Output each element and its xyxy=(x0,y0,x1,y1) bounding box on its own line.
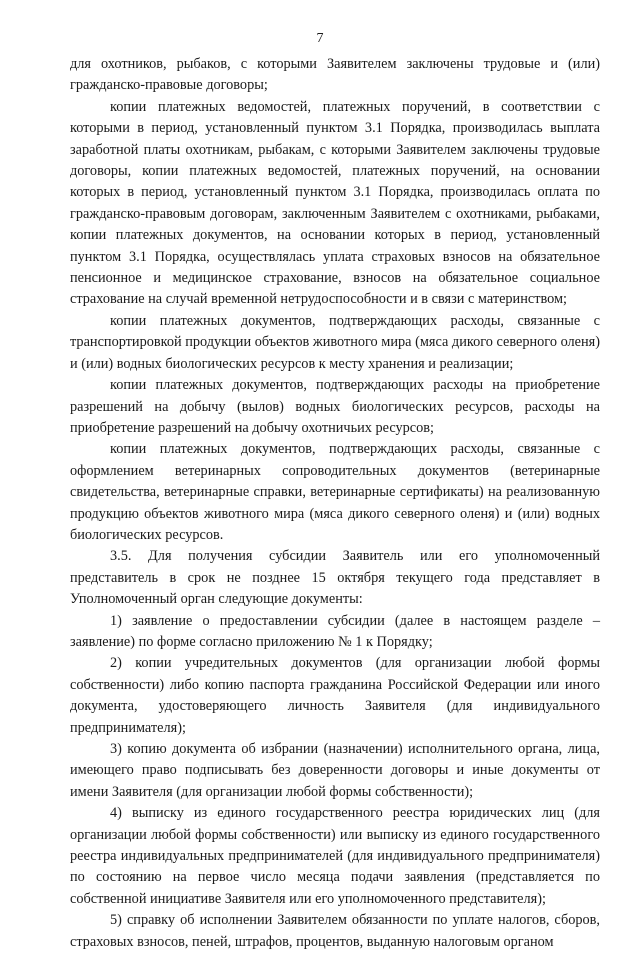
list-item-5: 5) справку об исполнении Заявителем обязанности по уплате налогов, сборов, страховых взносов, пеней, штрафов, процентов, выданную налоговым органом xyxy=(70,912,600,950)
page-number: 7 xyxy=(316,31,324,46)
list-item-3: 3) копию документа об избрании (назначении) исполнительного органа, лица, имеющего право подписывать без доверенности договоры и иные документы от имени Заявителя (для организации любой формы собственности); xyxy=(70,741,600,800)
paragraph-transport-expenses: копии платежных документов, подтверждающих расходы, связанные с транспортировкой продукции объектов животного мира (мяса дикого северного оленя) и (или) водных биологических ресурсов к месту хранения и реализации; xyxy=(70,312,600,372)
list-item-1: 1) заявление о предоставлении субсидии (далее в настоящем разделе – заявление) по форме согласно приложению № 1 к Порядку; xyxy=(70,612,600,650)
paragraph-section-3-5: 3.5. Для получения субсидии Заявитель или его уполномоченный представитель в срок не позднее 15 октября текущего года представляет в Уполномоченный орган следующие документы: xyxy=(70,548,600,608)
paragraph-permit-expenses: копии платежных документов, подтверждающих расходы на приобретение разрешений на добычу (вылов) водных биологических ресурсов, расходы на приобретение разрешений на добычу охотничьих ресурсов; xyxy=(70,377,600,436)
paragraph-continuation: для охотников, рыбаков, с которыми Заявителем заключены трудовые и (или) гражданско-правовые договоры; xyxy=(70,56,600,94)
document-body xyxy=(70,54,600,953)
list-item-4: 4) выписку из единого государственного реестра юридических лиц (для организации любой формы собственности) или выписку из единого государственного реестра индивидуальных предпринимателей (для индивидуального предпринимателя) по состоянию на первое число месяца подачи заявления (представляется по собственной инициативе Заявителя или его уполномоченного представителя); xyxy=(70,805,600,907)
list-item-2: 2) копии учредительных документов (для организации любой формы собственности) либо копию паспорта гражданина Российской Федерации или иного документа, удостоверяющего личность Заявителя (для индивидуального предпринимателя); xyxy=(70,655,600,736)
paragraph-veterinary-expenses: копии платежных документов, подтверждающих расходы, связанные с оформлением ветеринарных сопроводительных документов (ветеринарные свидетельства, ветеринарные справки, ветеринарные сертификаты) на реализованную продукцию объектов животного мира (мяса дикого северного оленя) и (или) водных биологических ресурсов. xyxy=(70,441,600,543)
paragraph-payment-statements: копии платежных ведомостей, платежных поручений, в соответствии с которыми в период, установленный пунктом 3.1 Порядка, производилась выплата заработной платы охотникам, рыбакам, с которыми Заявителем заключены трудовые договоры, копии платежных ведомостей, платежных поручений, на основании которых в период, установленный пунктом 3.1 Порядка, производилась оплата по гражданско-правовым договорам, заключенным Заявителем с охотниками, рыбаками, копии платежных документов, на основании которых в период, установленный пунктом 3.1 Порядка, осуществлялась уплата страховых взносов на обязательное пенсионное и медицинское страхование, взносов на обязательное социальное страхование на случай временной нетрудоспособности и в связи с материнством; xyxy=(70,98,600,308)
